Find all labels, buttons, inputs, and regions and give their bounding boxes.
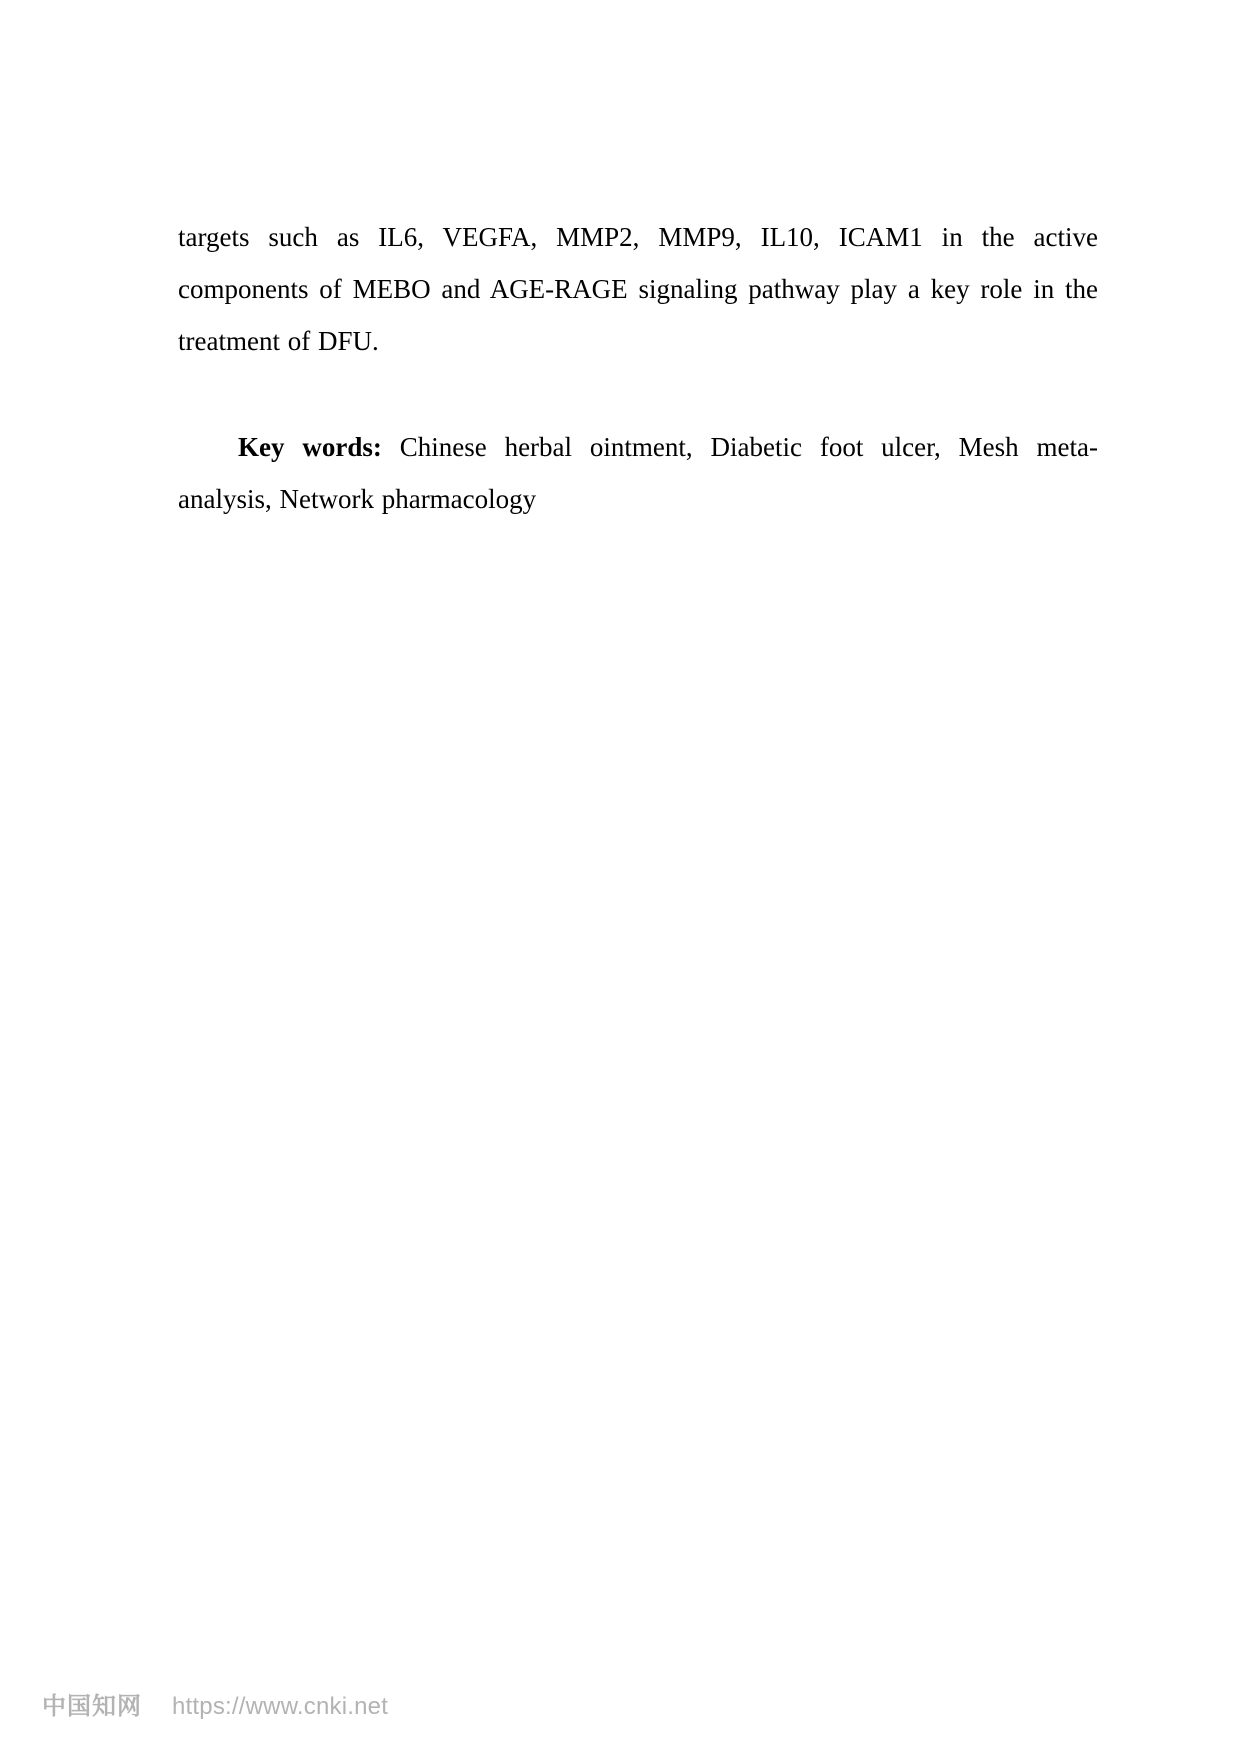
keywords-label: Key words:	[238, 432, 382, 462]
keywords-text: Chinese herbal ointment, Diabetic foot ulcer, Mesh meta-analysis, Network pharmacology	[178, 432, 1098, 514]
abstract-paragraph-tail: targets such as IL6, VEGFA, MMP2, MMP9, IL10, ICAM1 in the active components of MEBO and AGE-RAGE signaling pathway play a key role in the treatment of DFU.	[178, 222, 1098, 356]
keywords-paragraph	[178, 421, 1098, 525]
footer-watermark	[42, 1692, 388, 1722]
cnki-url: https://www.cnki.net	[172, 1693, 389, 1720]
cnki-logo-text: 中国知网	[42, 1693, 142, 1720]
